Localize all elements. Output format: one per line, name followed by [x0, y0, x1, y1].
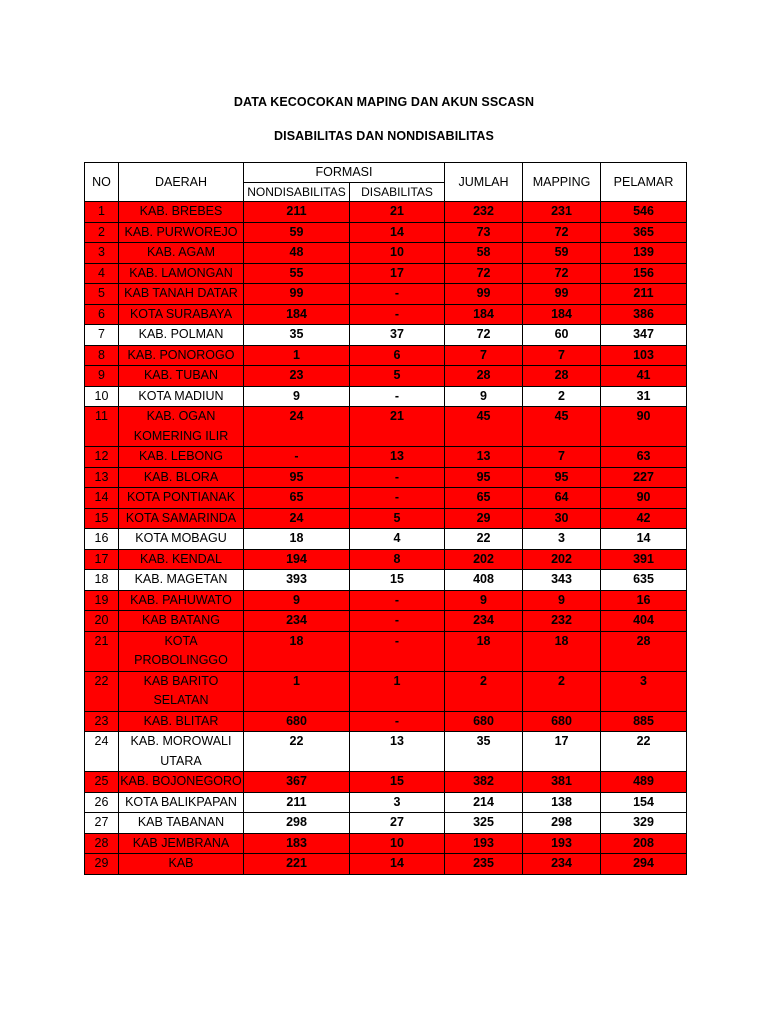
cell-mapping: 99	[523, 284, 601, 305]
cell-nondisabilitas: 24	[244, 508, 350, 529]
cell-daerah: KOTA MADIUN	[119, 386, 244, 407]
cell-mapping: 7	[523, 345, 601, 366]
cell-jumlah: 65	[445, 488, 523, 509]
cell-disabilitas: 10	[350, 833, 445, 854]
cell-mapping: 2	[523, 386, 601, 407]
cell-mapping: 7	[523, 447, 601, 468]
cell-mapping: 95	[523, 467, 601, 488]
cell-no: 3	[85, 243, 119, 264]
cell-disabilitas: -	[350, 386, 445, 407]
cell-daerah: KAB. LEBONG	[119, 447, 244, 468]
cell-jumlah: 95	[445, 467, 523, 488]
cell-disabilitas: -	[350, 488, 445, 509]
table-row	[85, 570, 687, 591]
cell-no: 29	[85, 854, 119, 875]
cell-mapping: 64	[523, 488, 601, 509]
cell-no: 20	[85, 611, 119, 632]
cell-daerah: KAB. KENDAL	[119, 549, 244, 570]
cell-pelamar: 16	[601, 590, 687, 611]
cell-jumlah: 2	[445, 671, 523, 711]
table-row	[85, 854, 687, 875]
cell-mapping: 28	[523, 366, 601, 387]
cell-disabilitas: 6	[350, 345, 445, 366]
cell-disabilitas: 1	[350, 671, 445, 711]
cell-mapping: 343	[523, 570, 601, 591]
cell-pelamar: 365	[601, 222, 687, 243]
cell-jumlah: 214	[445, 792, 523, 813]
document-subtitle: DISABILITAS DAN NONDISABILITAS	[274, 129, 494, 143]
cell-pelamar: 404	[601, 611, 687, 632]
document-title: DATA KECOCOKAN MAPING DAN AKUN SSCASN	[233, 95, 535, 109]
cell-pelamar: 546	[601, 202, 687, 223]
cell-jumlah: 184	[445, 304, 523, 325]
header-jumlah: JUMLAH	[445, 163, 523, 202]
cell-nondisabilitas: 9	[244, 590, 350, 611]
cell-no: 14	[85, 488, 119, 509]
cell-nondisabilitas: 221	[244, 854, 350, 875]
cell-nondisabilitas: 23	[244, 366, 350, 387]
cell-jumlah: 9	[445, 590, 523, 611]
cell-nondisabilitas: 211	[244, 792, 350, 813]
cell-pelamar: 635	[601, 570, 687, 591]
cell-jumlah: 680	[445, 711, 523, 732]
table-row	[85, 833, 687, 854]
table-row	[85, 488, 687, 509]
cell-no: 22	[85, 671, 119, 711]
cell-daerah: KAB. PURWOREJO	[119, 222, 244, 243]
cell-disabilitas: 27	[350, 813, 445, 834]
cell-daerah: KAB. BOJONEGORO	[119, 772, 244, 793]
cell-pelamar: 103	[601, 345, 687, 366]
cell-disabilitas: 5	[350, 508, 445, 529]
cell-no: 9	[85, 366, 119, 387]
cell-jumlah: 72	[445, 263, 523, 284]
cell-no: 6	[85, 304, 119, 325]
cell-disabilitas: 8	[350, 549, 445, 570]
table-row	[85, 222, 687, 243]
cell-nondisabilitas: 194	[244, 549, 350, 570]
cell-no: 17	[85, 549, 119, 570]
cell-daerah: KOTA MOBAGU	[119, 529, 244, 550]
cell-daerah: KOTA BALIKPAPAN	[119, 792, 244, 813]
cell-mapping: 193	[523, 833, 601, 854]
header-mapping: MAPPING	[523, 163, 601, 202]
cell-pelamar: 63	[601, 447, 687, 468]
header-no: NO	[85, 163, 119, 202]
cell-disabilitas: 5	[350, 366, 445, 387]
table-row	[85, 202, 687, 223]
cell-mapping: 298	[523, 813, 601, 834]
cell-no: 4	[85, 263, 119, 284]
cell-disabilitas: 21	[350, 407, 445, 447]
cell-disabilitas: -	[350, 467, 445, 488]
cell-pelamar: 156	[601, 263, 687, 284]
cell-disabilitas: -	[350, 284, 445, 305]
cell-jumlah: 28	[445, 366, 523, 387]
cell-pelamar: 211	[601, 284, 687, 305]
cell-no: 13	[85, 467, 119, 488]
cell-nondisabilitas: 393	[244, 570, 350, 591]
data-table	[84, 162, 687, 875]
table-row	[85, 529, 687, 550]
cell-mapping: 18	[523, 631, 601, 671]
cell-daerah: KAB. PONOROGO	[119, 345, 244, 366]
cell-disabilitas: -	[350, 590, 445, 611]
cell-jumlah: 202	[445, 549, 523, 570]
cell-mapping: 184	[523, 304, 601, 325]
header-pelamar: PELAMAR	[601, 163, 687, 202]
cell-disabilitas: -	[350, 711, 445, 732]
cell-pelamar: 329	[601, 813, 687, 834]
cell-daerah: KOTA PONTIANAK	[119, 488, 244, 509]
header-daerah: DAERAH	[119, 163, 244, 202]
table-row	[85, 284, 687, 305]
cell-jumlah: 7	[445, 345, 523, 366]
cell-no: 16	[85, 529, 119, 550]
cell-nondisabilitas: 18	[244, 631, 350, 671]
cell-no: 26	[85, 792, 119, 813]
cell-disabilitas: 37	[350, 325, 445, 346]
cell-jumlah: 408	[445, 570, 523, 591]
cell-daerah: KAB TANAH DATAR	[119, 284, 244, 305]
cell-no: 21	[85, 631, 119, 671]
cell-nondisabilitas: 1	[244, 671, 350, 711]
cell-no: 19	[85, 590, 119, 611]
cell-daerah: KAB BARITO SELATAN	[119, 671, 244, 711]
cell-jumlah: 99	[445, 284, 523, 305]
cell-pelamar: 31	[601, 386, 687, 407]
cell-pelamar: 885	[601, 711, 687, 732]
cell-jumlah: 234	[445, 611, 523, 632]
cell-nondisabilitas: 1	[244, 345, 350, 366]
cell-daerah: KAB. PAHUWATO	[119, 590, 244, 611]
table-row	[85, 711, 687, 732]
table-row	[85, 325, 687, 346]
table-row	[85, 447, 687, 468]
cell-jumlah: 382	[445, 772, 523, 793]
header-formasi: FORMASI	[244, 163, 445, 183]
cell-pelamar: 42	[601, 508, 687, 529]
header-nondisabilitas: NONDISABILITAS	[244, 183, 350, 202]
cell-nondisabilitas: 211	[244, 202, 350, 223]
cell-disabilitas: 17	[350, 263, 445, 284]
cell-disabilitas: 15	[350, 570, 445, 591]
cell-daerah: KAB BATANG	[119, 611, 244, 632]
cell-jumlah: 232	[445, 202, 523, 223]
cell-pelamar: 227	[601, 467, 687, 488]
cell-no: 10	[85, 386, 119, 407]
table-row	[85, 631, 687, 671]
table-body	[85, 202, 687, 875]
cell-nondisabilitas: 184	[244, 304, 350, 325]
cell-mapping: 2	[523, 671, 601, 711]
cell-pelamar: 139	[601, 243, 687, 264]
cell-nondisabilitas: 48	[244, 243, 350, 264]
cell-daerah: KOTA PROBOLINGGO	[119, 631, 244, 671]
cell-jumlah: 9	[445, 386, 523, 407]
cell-no: 7	[85, 325, 119, 346]
cell-no: 28	[85, 833, 119, 854]
cell-disabilitas: -	[350, 304, 445, 325]
cell-mapping: 680	[523, 711, 601, 732]
cell-mapping: 59	[523, 243, 601, 264]
table-row	[85, 263, 687, 284]
cell-nondisabilitas: 9	[244, 386, 350, 407]
cell-nondisabilitas: 680	[244, 711, 350, 732]
cell-jumlah: 73	[445, 222, 523, 243]
cell-jumlah: 193	[445, 833, 523, 854]
cell-mapping: 72	[523, 222, 601, 243]
cell-daerah: KAB. POLMAN	[119, 325, 244, 346]
cell-jumlah: 58	[445, 243, 523, 264]
table-row	[85, 792, 687, 813]
cell-nondisabilitas: 55	[244, 263, 350, 284]
cell-nondisabilitas: -	[244, 447, 350, 468]
cell-no: 5	[85, 284, 119, 305]
cell-pelamar: 391	[601, 549, 687, 570]
cell-daerah: KAB. BLITAR	[119, 711, 244, 732]
table-row	[85, 611, 687, 632]
cell-no: 12	[85, 447, 119, 468]
cell-daerah: KAB. BLORA	[119, 467, 244, 488]
cell-nondisabilitas: 18	[244, 529, 350, 550]
cell-pelamar: 90	[601, 488, 687, 509]
cell-mapping: 9	[523, 590, 601, 611]
cell-no: 27	[85, 813, 119, 834]
cell-mapping: 138	[523, 792, 601, 813]
cell-daerah: KAB TABANAN	[119, 813, 244, 834]
cell-disabilitas: 13	[350, 732, 445, 772]
table-row	[85, 345, 687, 366]
cell-no: 8	[85, 345, 119, 366]
table-row	[85, 366, 687, 387]
cell-disabilitas: 14	[350, 854, 445, 875]
cell-no: 25	[85, 772, 119, 793]
cell-disabilitas: -	[350, 631, 445, 671]
table-row	[85, 732, 687, 772]
cell-pelamar: 28	[601, 631, 687, 671]
cell-jumlah: 325	[445, 813, 523, 834]
cell-daerah: KAB. AGAM	[119, 243, 244, 264]
cell-daerah: KAB. LAMONGAN	[119, 263, 244, 284]
cell-disabilitas: 15	[350, 772, 445, 793]
table-row	[85, 243, 687, 264]
cell-pelamar: 386	[601, 304, 687, 325]
cell-nondisabilitas: 183	[244, 833, 350, 854]
cell-disabilitas: 3	[350, 792, 445, 813]
cell-mapping: 72	[523, 263, 601, 284]
cell-nondisabilitas: 59	[244, 222, 350, 243]
cell-mapping: 45	[523, 407, 601, 447]
cell-mapping: 232	[523, 611, 601, 632]
cell-mapping: 234	[523, 854, 601, 875]
cell-disabilitas: -	[350, 611, 445, 632]
table-row	[85, 386, 687, 407]
cell-mapping: 3	[523, 529, 601, 550]
table-row	[85, 813, 687, 834]
cell-jumlah: 35	[445, 732, 523, 772]
cell-mapping: 381	[523, 772, 601, 793]
cell-disabilitas: 13	[350, 447, 445, 468]
cell-daerah: KAB. OGAN KOMERING ILIR	[119, 407, 244, 447]
cell-daerah: KAB. MAGETAN	[119, 570, 244, 591]
cell-nondisabilitas: 65	[244, 488, 350, 509]
cell-mapping: 60	[523, 325, 601, 346]
cell-disabilitas: 14	[350, 222, 445, 243]
cell-jumlah: 45	[445, 407, 523, 447]
cell-disabilitas: 10	[350, 243, 445, 264]
table-row	[85, 590, 687, 611]
cell-daerah: KOTA SURABAYA	[119, 304, 244, 325]
cell-no: 15	[85, 508, 119, 529]
cell-nondisabilitas: 99	[244, 284, 350, 305]
cell-pelamar: 90	[601, 407, 687, 447]
cell-pelamar: 3	[601, 671, 687, 711]
cell-nondisabilitas: 234	[244, 611, 350, 632]
cell-pelamar: 294	[601, 854, 687, 875]
cell-no: 24	[85, 732, 119, 772]
table-row	[85, 671, 687, 711]
cell-jumlah: 13	[445, 447, 523, 468]
cell-mapping: 202	[523, 549, 601, 570]
cell-no: 1	[85, 202, 119, 223]
cell-no: 23	[85, 711, 119, 732]
cell-jumlah: 235	[445, 854, 523, 875]
cell-disabilitas: 4	[350, 529, 445, 550]
cell-pelamar: 208	[601, 833, 687, 854]
table-row	[85, 772, 687, 793]
cell-pelamar: 22	[601, 732, 687, 772]
cell-no: 2	[85, 222, 119, 243]
cell-jumlah: 29	[445, 508, 523, 529]
cell-nondisabilitas: 24	[244, 407, 350, 447]
cell-no: 18	[85, 570, 119, 591]
cell-pelamar: 14	[601, 529, 687, 550]
table-row	[85, 508, 687, 529]
cell-daerah: KAB. BREBES	[119, 202, 244, 223]
table-row	[85, 407, 687, 447]
cell-mapping: 30	[523, 508, 601, 529]
cell-daerah: KAB. MOROWALI UTARA	[119, 732, 244, 772]
cell-nondisabilitas: 22	[244, 732, 350, 772]
table-row	[85, 549, 687, 570]
cell-no: 11	[85, 407, 119, 447]
cell-daerah: KAB. TUBAN	[119, 366, 244, 387]
cell-nondisabilitas: 298	[244, 813, 350, 834]
table-row	[85, 467, 687, 488]
cell-jumlah: 22	[445, 529, 523, 550]
cell-disabilitas: 21	[350, 202, 445, 223]
header-disabilitas: DISABILITAS	[350, 183, 445, 202]
cell-nondisabilitas: 35	[244, 325, 350, 346]
cell-mapping: 17	[523, 732, 601, 772]
cell-pelamar: 154	[601, 792, 687, 813]
cell-jumlah: 72	[445, 325, 523, 346]
cell-jumlah: 18	[445, 631, 523, 671]
cell-daerah: KAB JEMBRANA	[119, 833, 244, 854]
cell-pelamar: 489	[601, 772, 687, 793]
table-row	[85, 304, 687, 325]
cell-mapping: 231	[523, 202, 601, 223]
cell-daerah: KAB	[119, 854, 244, 875]
cell-nondisabilitas: 367	[244, 772, 350, 793]
cell-pelamar: 41	[601, 366, 687, 387]
cell-pelamar: 347	[601, 325, 687, 346]
cell-nondisabilitas: 95	[244, 467, 350, 488]
cell-daerah: KOTA SAMARINDA	[119, 508, 244, 529]
